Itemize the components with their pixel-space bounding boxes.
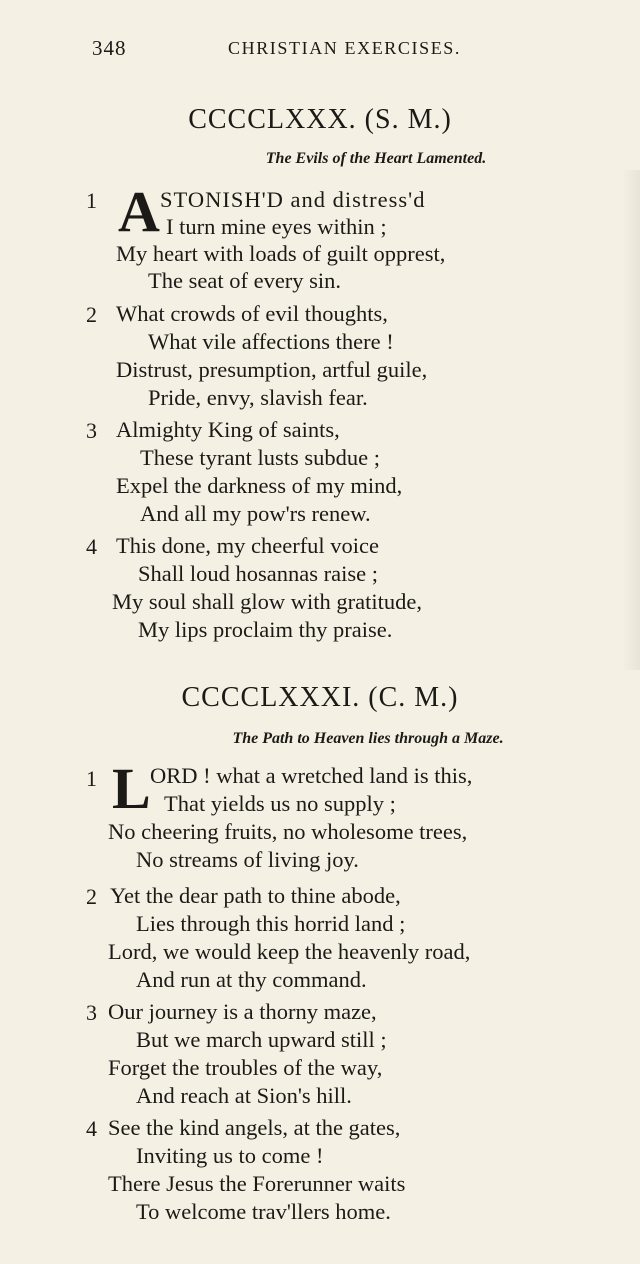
verse-line: And reach at Sion's hill. [136, 1083, 352, 1108]
drop-cap: A [118, 179, 160, 244]
hymn-subtitle: The Path to Heaven lies through a Maze. [232, 730, 504, 747]
drop-cap: L [112, 756, 151, 821]
stanza-number: 3 [86, 418, 97, 443]
verse-line: My soul shall glow with gratitude, [112, 589, 422, 614]
stanza-number: 4 [86, 534, 97, 559]
hymn-title: CCCCLXXX. (S. M.) [188, 104, 452, 135]
stanza-number: 3 [86, 1000, 97, 1025]
verse-line: Lies through this horrid land ; [136, 911, 406, 936]
verse-line: Lord, we would keep the heavenly road, [108, 939, 471, 964]
verse-line: These tyrant lusts subdue ; [140, 445, 380, 470]
verse-line: Inviting us to come ! [136, 1143, 324, 1168]
verse-line: No streams of living joy. [136, 847, 359, 872]
verse-line: Shall loud hosannas raise ; [138, 561, 378, 586]
verse-line: And run at thy command. [136, 967, 367, 992]
stanza-number: 1 [86, 766, 97, 791]
verse-line: My heart with loads of guilt opprest, [116, 241, 446, 266]
stanza-number: 2 [86, 884, 97, 909]
verse-line: The seat of every sin. [148, 268, 342, 293]
stanza-number: 1 [86, 188, 97, 213]
stanza-number: 2 [86, 302, 97, 327]
verse-line: And all my pow'rs renew. [140, 501, 371, 526]
verse-line: Yet the dear path to thine abode, [110, 883, 401, 908]
hymn-title: CCCCLXXXI. (C. M.) [181, 682, 459, 713]
verse-line: STONISH'D and distress'd [160, 187, 426, 212]
verse-line: That yields us no supply ; [164, 791, 396, 816]
verse-line: This done, my cheerful voice [116, 533, 380, 558]
verse-line: What vile affections there ! [148, 329, 394, 354]
verse-line: What crowds of evil thoughts, [116, 301, 388, 326]
verse-line: ORD ! what a wretched land is this, [150, 763, 473, 788]
verse-line: See the kind angels, at the gates, [108, 1115, 401, 1140]
verse-line: Expel the darkness of my mind, [116, 473, 403, 498]
page-edge-shadow [622, 170, 640, 670]
running-title: CHRISTIAN EXERCISES. [228, 38, 462, 58]
verse-line: Pride, envy, slavish fear. [148, 385, 368, 410]
verse-line: There Jesus the Forerunner waits [108, 1171, 406, 1196]
verse-line: Our journey is a thorny maze, [108, 999, 377, 1024]
verse-line: Forget the troubles of the way, [108, 1055, 383, 1080]
verse-line: Distrust, presumption, artful guile, [116, 357, 428, 382]
hymn-subtitle: The Evils of the Heart Lamented. [265, 150, 487, 167]
verse-line: My lips proclaim thy praise. [138, 617, 393, 642]
verse-line: No cheering fruits, no wholesome trees, [108, 819, 468, 844]
verse-line: But we march upward still ; [136, 1027, 387, 1052]
stanza-number: 4 [86, 1116, 97, 1141]
verse-line: Almighty King of saints, [116, 417, 340, 442]
verse-line: To welcome trav'llers home. [136, 1199, 391, 1224]
verse-line: I turn mine eyes within ; [166, 214, 387, 239]
page-number: 348 [92, 36, 127, 60]
